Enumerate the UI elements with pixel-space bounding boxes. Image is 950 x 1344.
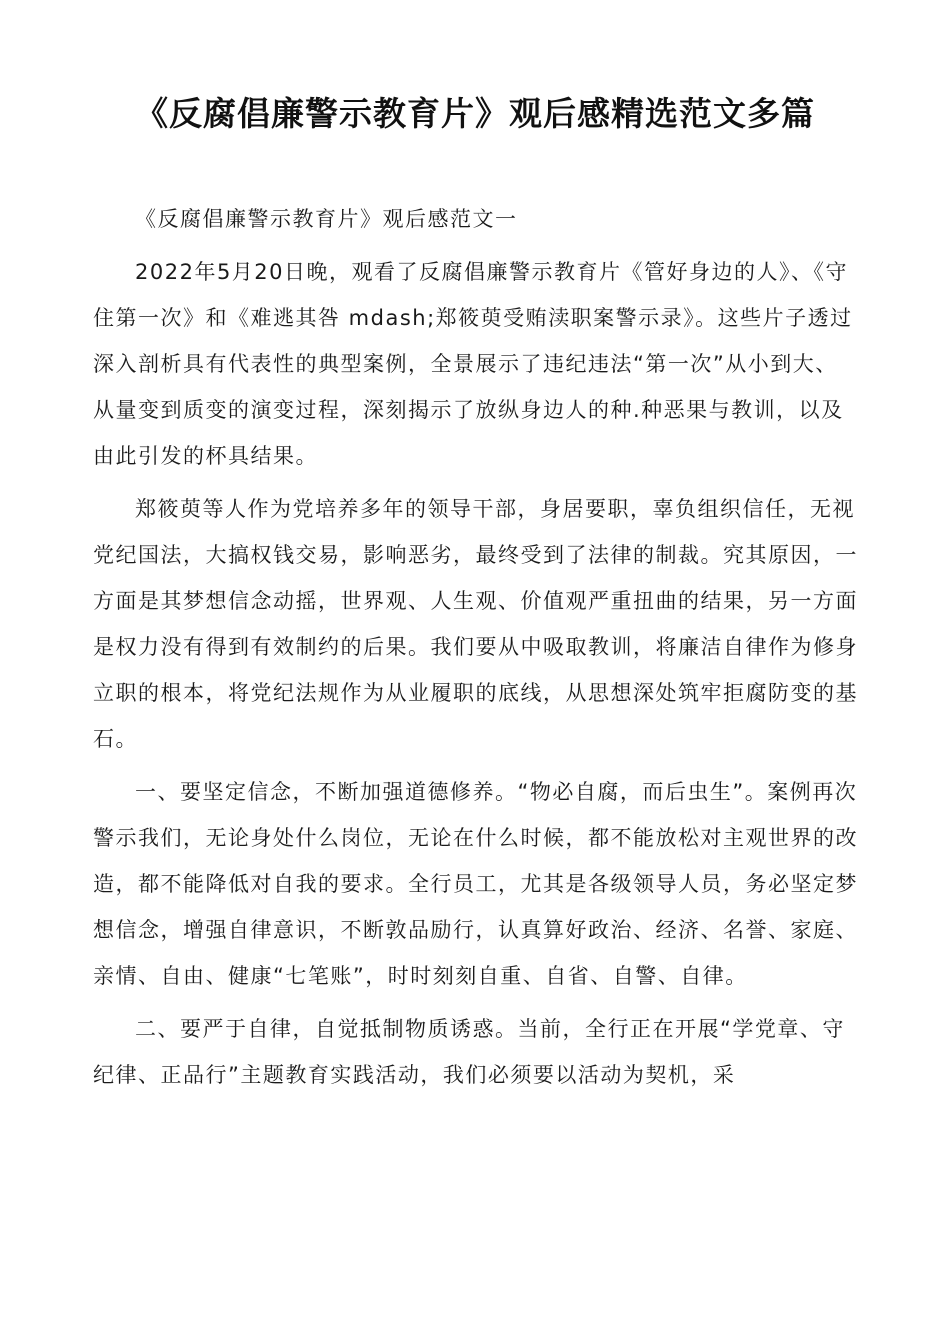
paragraph-intro: 2022年5月20日晚，观看了反腐倡廉警示教育片《管好身边的人》、《守住第一次》和《难逃其咎 mdash;郑筱萸受贿渎职案警示录》。这些片子透过深入剖析具有代表性的典型案例，全景展示了违纪违法“第一次”从小到大、从量变到质变的演变过程，深刻揭示了放纵身边人的种.种恶果与教训，以及由此引发的杯具结果。	[93, 260, 853, 468]
document-title: 《反腐倡廉警示教育片》观后感精选范文多篇	[135, 94, 815, 133]
paragraph-point-one: 一、要坚定信念，不断加强道德修养。“物必自腐，而后虫生”。案例再次警示我们，无论身处什么岗位，无论在什么时候，都不能放松对主观世界的改造，都不能降低对自我的要求。全行员工，尤其是各级领导人员，务必坚定梦想信念，增强自律意识，不断敦品励行，认真算好政治、经济、名誉、家庭、亲情、自由、健康“七笔账”，时时刻刻自重、自省、自警、自律。	[93, 780, 858, 988]
paragraph-analysis: 郑筱萸等人作为党培养多年的领导干部，身居要职，辜负组织信任，无视党纪国法，大搞权钱交易，影响恶劣，最终受到了法律的制裁。究其原因，一方面是其梦想信念动摇，世界观、人生观、价值观严重扭曲的结果，另一方面是权力没有得到有效制约的后果。我们要从中吸取教训，将廉洁自律作为修身立职的根本，将党纪法规作为从业履职的底线，从思想深处筑牢拒腐防变的基石。	[93, 497, 858, 751]
document-body	[93, 196, 858, 1105]
section-heading: 《反腐倡廉警示教育片》观后感范文一	[135, 207, 518, 231]
paragraph-point-two: 二、要严于自律，自觉抵制物质诱惑。当前，全行正在开展“学党章、守纪律、正品行”主题教育实践活动，我们必须要以活动为契机，采	[93, 1017, 845, 1087]
